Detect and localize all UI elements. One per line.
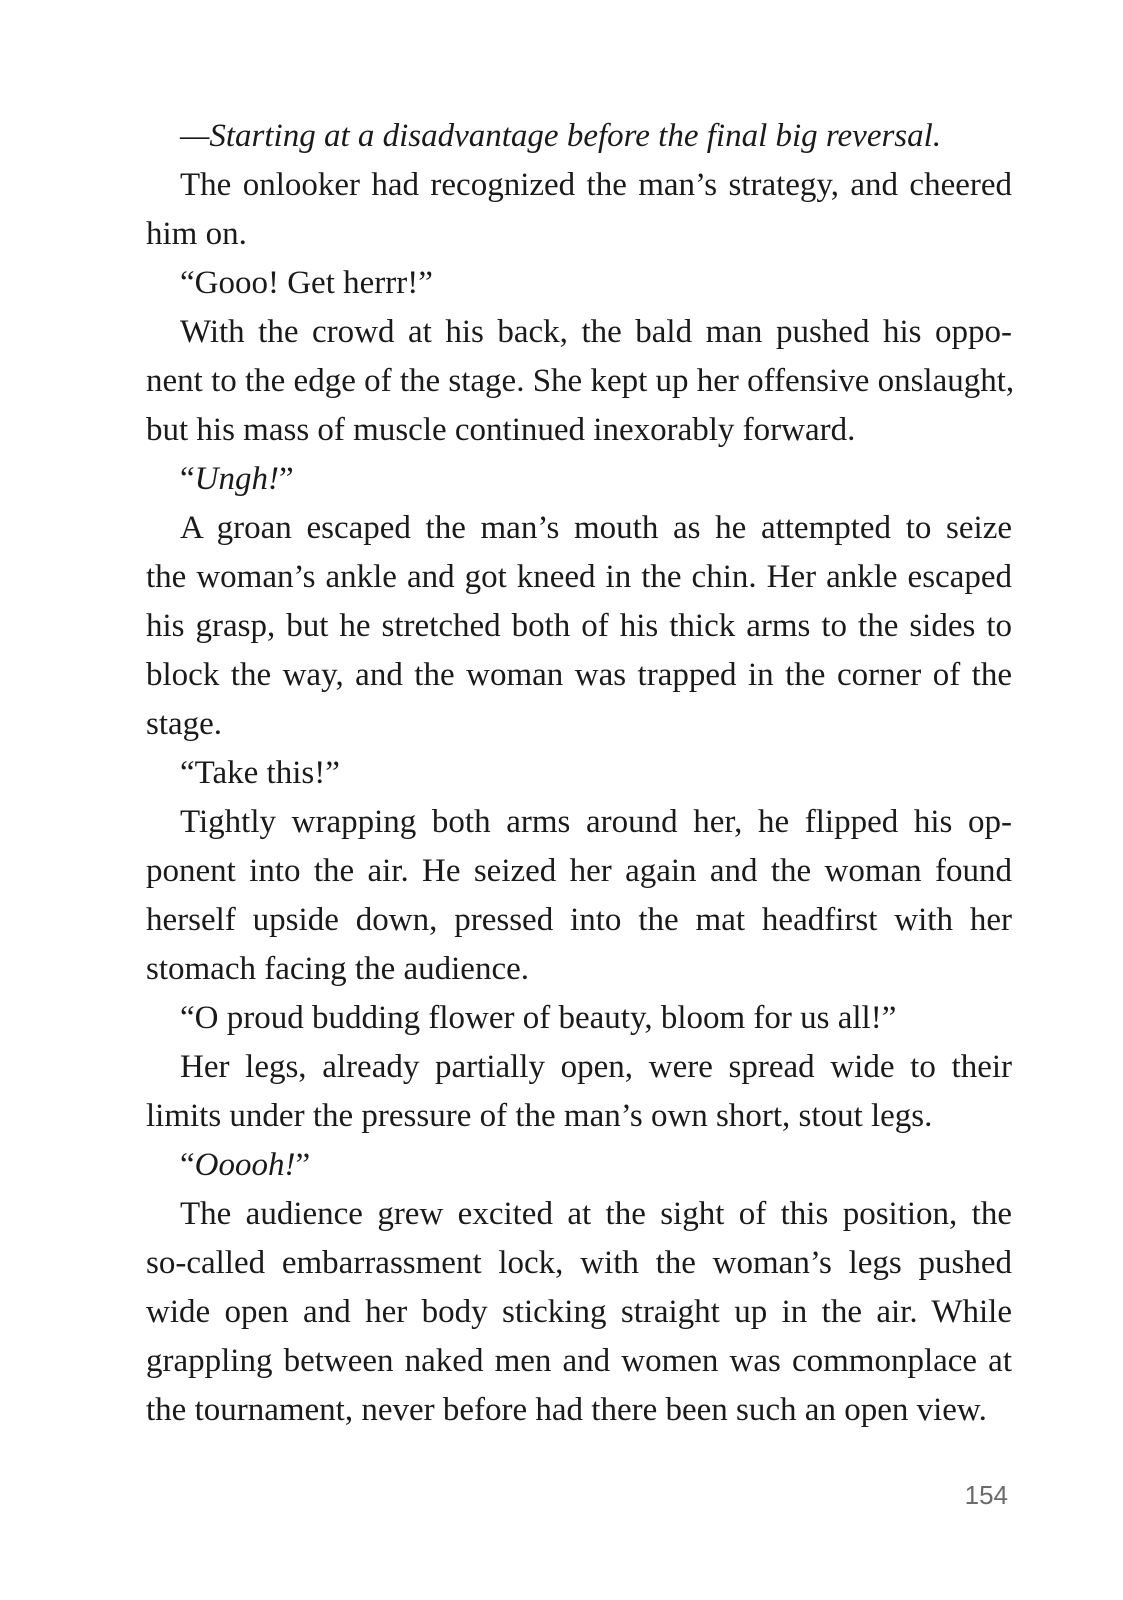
text-line: limits under the pressure of the man’s own short, stout legs. <box>146 1098 933 1134</box>
text-line: the tournament, never before had there been such an open view. <box>146 1392 987 1428</box>
paragraph <box>146 259 1012 308</box>
italic-word: Ooooh! <box>194 1147 296 1183</box>
text-line: With the crowd at his back, the bald man pushed his oppo- <box>180 314 1012 350</box>
paragraph <box>146 1043 1012 1141</box>
text-line: Tightly wrapping both arms around her, he flipped his op- <box>180 804 1012 840</box>
paragraph <box>146 112 1012 161</box>
text-line: nent to the edge of the stage. She kept up her offensive onslaught, <box>146 363 1015 399</box>
text-line: ponent into the air. He seized her again and the woman found <box>146 853 1012 889</box>
body-text <box>146 112 1015 1435</box>
paragraph <box>146 455 1012 504</box>
text-line: stomach facing the audience. <box>146 951 529 987</box>
text-line: but his mass of muscle continued inexorably forward. <box>146 412 856 448</box>
paragraph <box>146 504 1012 749</box>
paragraph <box>146 308 1015 455</box>
text-line: so-called embarrassment lock, with the woman’s legs pushed <box>146 1245 1012 1281</box>
text-line: —Starting at a disadvantage before the final big reversal. <box>180 118 942 154</box>
text-line: A groan escaped the man’s mouth as he attempted to seize <box>180 510 1012 546</box>
text-line: stage. <box>146 706 223 742</box>
paragraph <box>146 994 1012 1043</box>
text-line: the woman’s ankle and got kneed in the chin. Her ankle escaped <box>146 559 1012 595</box>
paragraph <box>146 798 1012 994</box>
paragraph <box>146 161 1012 259</box>
text-line: “Ungh!” <box>180 461 294 497</box>
text-line: him on. <box>146 216 247 252</box>
text-line: The audience grew excited at the sight of this position, the <box>180 1196 1012 1232</box>
text-line: “Gooo! Get herrr!” <box>180 265 433 301</box>
text-line: “Ooooh!” <box>180 1147 311 1183</box>
text-line: The onlooker had recognized the man’s strategy, and cheered <box>180 167 1012 203</box>
text-line: “O proud budding flower of beauty, bloom for us all!” <box>180 1000 897 1036</box>
text-line: grappling between naked men and women was commonplace at <box>146 1343 1012 1379</box>
text-line: block the way, and the woman was trapped in the corner of the <box>146 657 1012 693</box>
text-line: his grasp, but he stretched both of his thick arms to the sides to <box>146 608 1012 644</box>
text-line: herself upside down, pressed into the mat headfirst with her <box>146 902 1012 938</box>
text-line: “Take this!” <box>180 755 340 791</box>
page-number: 154 <box>964 1480 1008 1510</box>
italic-word: Ungh! <box>194 461 279 497</box>
paragraph <box>146 1141 1012 1190</box>
paragraph <box>146 749 1012 798</box>
paragraph <box>146 1190 1012 1435</box>
text-line: wide open and her body sticking straight up in the air. While <box>146 1294 1012 1330</box>
text-line: Her legs, already partially open, were spread wide to their <box>180 1049 1012 1085</box>
